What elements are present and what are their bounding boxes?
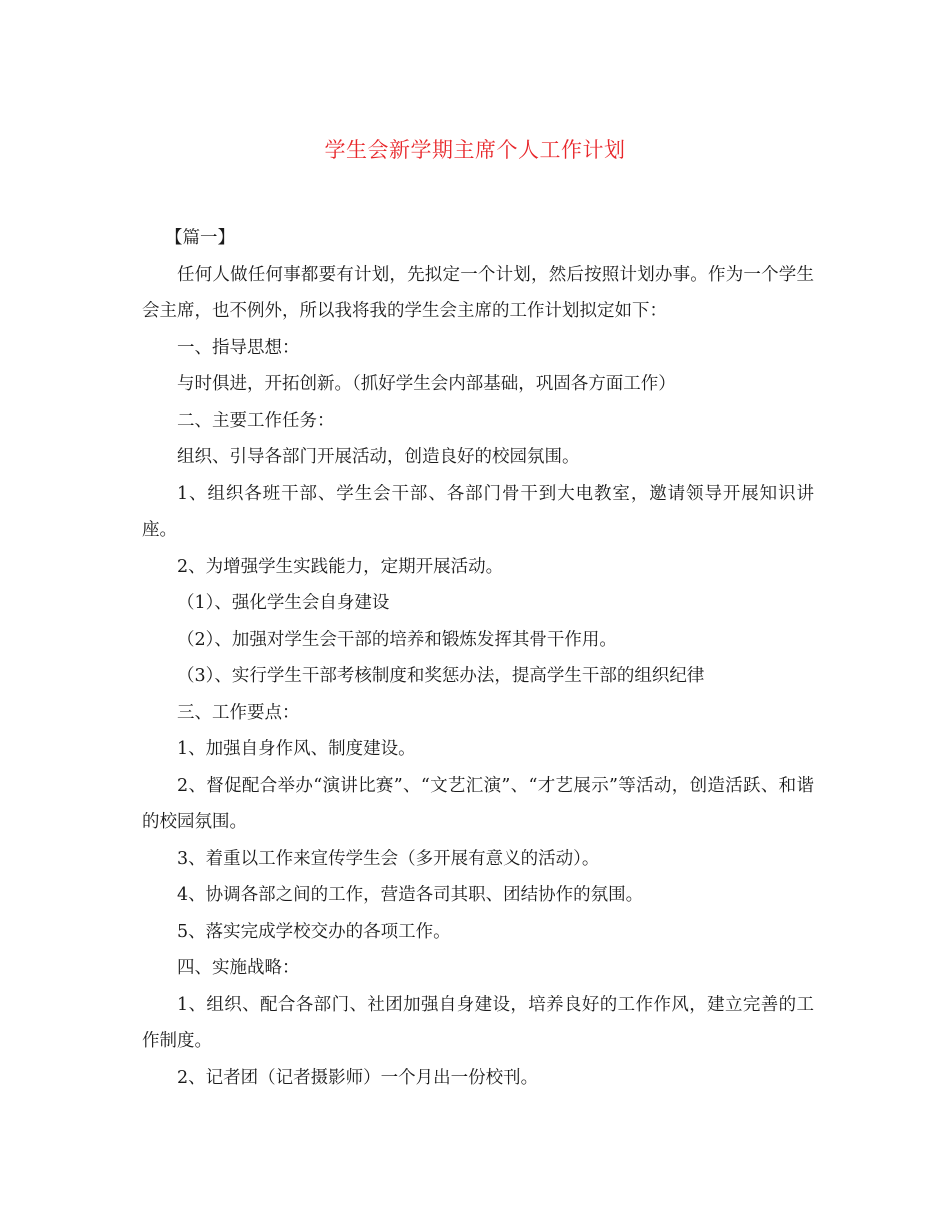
- paragraph: 组织、引导各部门开展活动，创造良好的校园氛围。: [177, 447, 580, 467]
- sub-list-item: （1）、强化学生会自身建设: [177, 593, 390, 613]
- heading-guiding-idea: 一、指导思想：: [177, 337, 300, 358]
- heading-main-tasks: 二、主要工作任务：: [177, 410, 335, 431]
- list-item: 3、着重以工作来宣传学生会（多开展有意义的活动）。: [177, 848, 600, 869]
- document-title: 学生会新学期主席个人工作计划: [324, 138, 626, 162]
- list-item: 5、落实完成学校交办的各项工作。: [177, 921, 451, 942]
- list-item: 2、记者团（记者摄影师）一个月出一份校刊。: [177, 1067, 539, 1088]
- sub-list-item: （3）、实行学生干部考核制度和奖惩办法，提高学生干部的组织纪律: [177, 666, 705, 686]
- list-item: 2、为增强学生实践能力，定期开展活动。: [177, 556, 504, 577]
- list-item: 1、组织、配合各部门、社团加强自身建设，培养良好的工作作风，建立完善的工作制度。: [142, 994, 814, 1051]
- list-item: 1、加强自身作风、制度建设。: [177, 739, 416, 759]
- list-item: 1、组织各班干部、学生会干部、各部门骨干到大电教室，邀请领导开展知识讲座。: [142, 483, 814, 540]
- list-item: 4、协调各部之间的工作，营造各司其职、团结协作的氛围。: [177, 885, 644, 905]
- list-item: 2、督促配合举办“演讲比赛”、“文艺汇演”、“才艺展示”等活动，创造活跃、和谐的校园氛围。: [142, 775, 814, 832]
- heading-work-points: 三、工作要点：: [177, 702, 300, 723]
- sub-list-item: （2）、加强对学生会干部的培养和锻炼发挥其骨干作用。: [177, 629, 617, 650]
- paragraph: 与时俱进，开拓创新。（抓好学生会内部基础，巩固各方面工作）: [177, 374, 676, 394]
- paragraph: 任何人做任何事都要有计划，先拟定一个计划，然后按照计划办事。作为一个学生会主席，也不例外，所以我将我的学生会主席的工作计划拟定如下：: [142, 264, 814, 321]
- document-body: [142, 220, 814, 1096]
- section-label: 【篇一】: [165, 228, 235, 248]
- heading-strategy: 四、实施战略：: [177, 958, 300, 978]
